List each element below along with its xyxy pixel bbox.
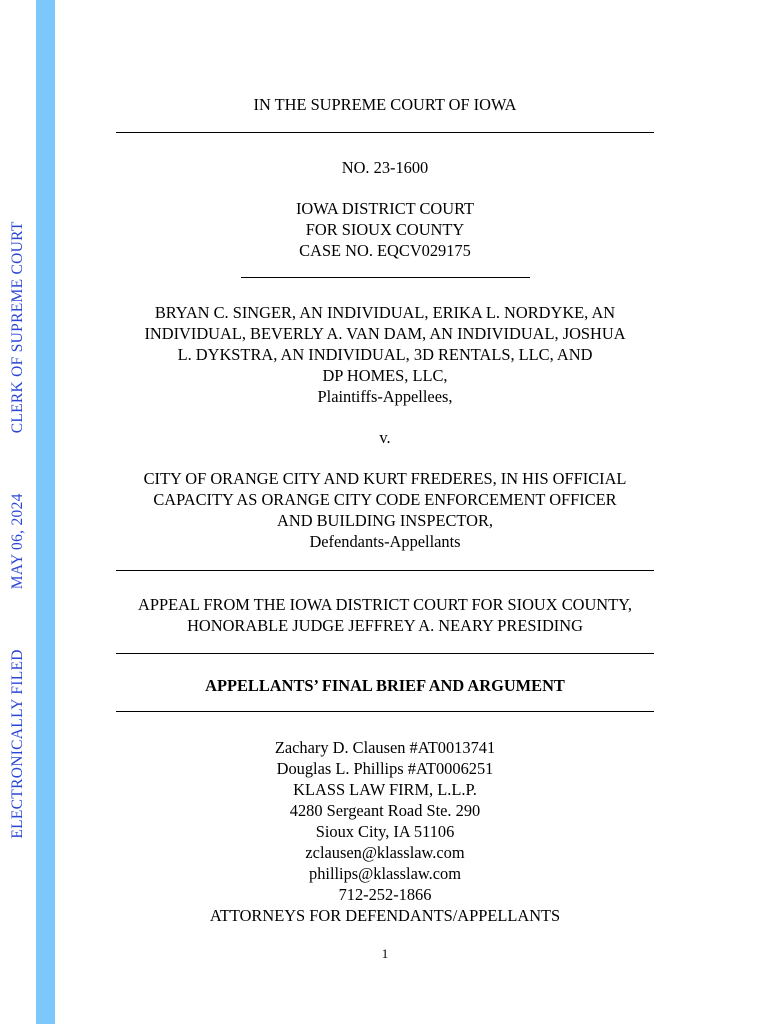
- attorney-email: phillips@klasslaw.com: [309, 864, 461, 883]
- plaintiffs-block: [116, 302, 654, 407]
- court-heading: IN THE SUPREME COURT OF IOWA: [253, 95, 517, 114]
- defendants-line: AND BUILDING INSPECTOR,: [277, 511, 493, 530]
- attorney-line: Zachary D. Clausen #AT0013741: [274, 738, 496, 757]
- filing-sidebar-bar: [36, 0, 55, 1024]
- attorney-phone: 712-252-1866: [338, 885, 432, 904]
- lower-court-block: [116, 198, 654, 261]
- defendants-role: Defendants-Appellants: [309, 532, 461, 551]
- brief-title: APPELLANTS’ FINAL BRIEF AND ARGUMENT: [205, 676, 565, 695]
- filing-stamp: [9, 221, 27, 838]
- defendants-block: [116, 468, 654, 552]
- attorneys-block: [116, 737, 654, 926]
- lower-court-line: CASE NO. EQCV029175: [299, 241, 471, 260]
- plaintiffs-line: L. DYKSTRA, AN INDIVIDUAL, 3D RENTALS, LLC, AND: [177, 345, 593, 364]
- stamp-filed: ELECTRONICALLY FILED: [9, 649, 26, 839]
- attorney-line: KLASS LAW FIRM, L.L.P.: [293, 780, 477, 799]
- stamp-clerk: CLERK OF SUPREME COURT: [9, 221, 26, 434]
- lower-court-line: IOWA DISTRICT COURT: [295, 199, 475, 218]
- versus-label: v.: [379, 428, 391, 447]
- plaintiffs-role: Plaintiffs-Appellees,: [317, 387, 453, 406]
- divider-rule: [116, 132, 654, 133]
- stamp-date: MAY 06, 2024: [9, 493, 26, 590]
- case-number: NO. 23-1600: [341, 158, 429, 177]
- defendants-line: CITY OF ORANGE CITY AND KURT FREDERES, IN HIS OFFICIAL: [143, 469, 627, 488]
- page-number: 1: [381, 946, 389, 961]
- plaintiffs-line: BRYAN C. SINGER, AN INDIVIDUAL, ERIKA L. NORDYKE, AN: [154, 303, 616, 322]
- appeal-line: HONORABLE JUDGE JEFFREY A. NEARY PRESIDING: [187, 616, 583, 635]
- lower-court-line: FOR SIOUX COUNTY: [305, 220, 465, 239]
- divider-rule: [116, 570, 654, 571]
- divider-rule: [116, 711, 654, 712]
- attorney-role: ATTORNEYS FOR DEFENDANTS/APPELLANTS: [209, 906, 561, 925]
- attorney-email: zclausen@klasslaw.com: [305, 843, 465, 862]
- divider-rule-short: [241, 277, 530, 278]
- attorney-line: 4280 Sergeant Road Ste. 290: [289, 801, 481, 820]
- plaintiffs-line: DP HOMES, LLC,: [322, 366, 448, 385]
- divider-rule: [116, 653, 654, 654]
- defendants-line: CAPACITY AS ORANGE CITY CODE ENFORCEMENT OFFICER: [153, 490, 617, 509]
- attorney-line: Douglas L. Phillips #AT0006251: [276, 759, 494, 778]
- brief-cover-page: [116, 0, 654, 1024]
- appeal-line: APPEAL FROM THE IOWA DISTRICT COURT FOR SIOUX COUNTY,: [138, 595, 632, 614]
- attorney-line: Sioux City, IA 51106: [315, 822, 455, 841]
- appeal-block: [116, 594, 654, 636]
- plaintiffs-line: INDIVIDUAL, BEVERLY A. VAN DAM, AN INDIVIDUAL, JOSHUA: [144, 324, 626, 343]
